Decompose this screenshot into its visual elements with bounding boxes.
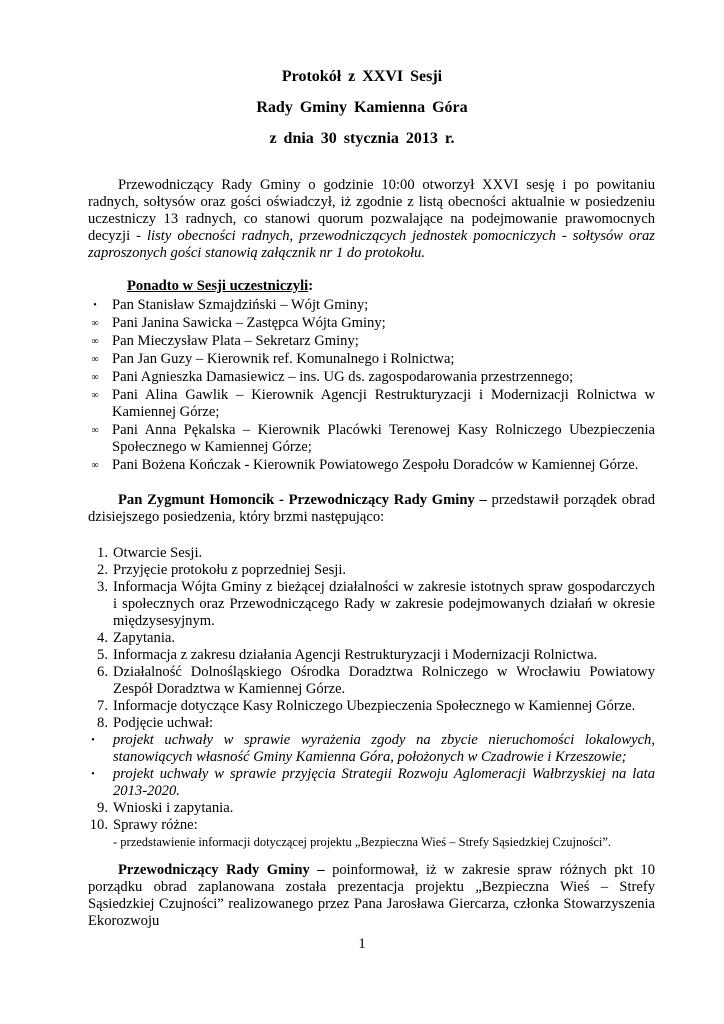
- intro-text: Przewodniczący Rady Gminy o godzinie 10:00 otworzył XXVI sesję i po powitaniu radnych, sołtysów oraz gości oświadczył, iż zgodnie z listą obecności aktualnie w posiedzeniu uczestniczy 13 radnych, co stanowi quorum pozwalające na podejmowanie prawomocnych decyzji: [88, 177, 655, 244]
- agenda-intro-speaker: Pan Zygmunt Homoncik - Przewodniczący Rady Gminy –: [118, 492, 487, 508]
- agenda-text: Informacje dotyczące Kasy Rolniczego Ubezpieczenia Społecznego w Kamiennej Górze.: [113, 698, 636, 714]
- agenda-number: 5.: [97, 647, 108, 663]
- agenda-number: 9.: [97, 800, 108, 816]
- agenda-text: Zapytania.: [113, 630, 175, 646]
- attendee-text: Pani Alina Gawlik – Kierownik Agencji Restrukturyzacji i Modernizacji Rolnictwa w Kamiennej Górze;: [112, 387, 655, 420]
- attendee-text: Pan Mieczysław Plata – Sekretarz Gminy;: [112, 333, 359, 349]
- agenda-text: Informacja z zakresu działania Agencji Restrukturyzacji i Modernizacji Rolnictwa.: [113, 647, 598, 663]
- agenda-number: 6.: [97, 664, 108, 680]
- agenda-item: [88, 545, 655, 562]
- agenda-text: Otwarcie Sesji.: [113, 545, 203, 561]
- bullet-icon: •: [91, 769, 95, 780]
- attendee-text: Pan Stanisław Szmajdziński – Wójt Gminy;: [112, 297, 369, 313]
- attendees-heading-colon: :: [308, 278, 314, 294]
- agenda-note: - przedstawienie informacji dotyczącej projektu „Bezpieczna Wieś – Strefy Sąsiedzkiej Czujności”.: [113, 835, 612, 849]
- closing-paragraph: [88, 862, 655, 930]
- attendee-text: Pani Anna Pękalska – Kierownik Placówki Terenowej Kasy Rolniczego Ubezpieczenia Społecznego w Kamiennej Górze;: [112, 422, 655, 455]
- agenda-item: [88, 698, 655, 715]
- agenda-text: Przyjęcie protokołu z poprzedniej Sesji.: [113, 562, 347, 578]
- agenda-number: 3.: [97, 579, 108, 595]
- agenda-text: Podjęcie uchwał:: [113, 715, 214, 731]
- closing-text: poinformował, iż w zakresie spraw różnych pkt 10 porządku obrad zaplanowana została prezentacja projektu „Bezpieczna Wieś – Strefy Sąsiedzkiej Czujności” realizowanego przez Pana Jarosława Giercarza, członka Stowarzyszenia Ekorozwoju: [88, 862, 655, 929]
- attendee-item: [88, 422, 655, 456]
- agenda-number: 2.: [97, 562, 108, 578]
- agenda-text: projekt uchwały w sprawie wyrażenia zgody na zbycie nieruchomości lokalowych, stanowiących własność Gminy Kamienna Góra, położonych w Czadrowie i Krzeszowie;: [113, 732, 655, 765]
- session-date: z dnia 30 stycznia 2013 r.: [269, 130, 455, 147]
- agenda-subitem: [88, 732, 655, 766]
- agenda-number: 8.: [97, 715, 108, 731]
- page-number: 1: [358, 936, 366, 952]
- agenda-text: Działalność Dolnośląskiego Ośrodka Doradztwa Rolniczego w Wrocławiu Powiatowy Zespół Doradztwa w Kamiennej Górze.: [113, 664, 655, 697]
- protocol-title: Protokół z XXVI Sesji: [281, 68, 443, 85]
- agenda-text: Informacja Wójta Gminy z bieżącej działalności w zakresie istotnych spraw gospodarczych i społecznych oraz Przewodniczącego Rady w zakresie podejmowanych działań w okresie międzysesyjnym.: [113, 579, 655, 629]
- bullet-icon: ∞: [91, 336, 99, 347]
- bullet-icon: ∞: [91, 372, 99, 383]
- attendee-item: [88, 369, 655, 386]
- attendees-heading: [127, 278, 313, 295]
- agenda-number: 10.: [89, 817, 108, 833]
- intro-italic-note: - listy obecności radnych, przewodniczących jednostek pomocniczych - sołtysów oraz zaproszonych gości stanowią załącznik nr 1 do protokołu.: [88, 228, 655, 261]
- attendee-text: Pan Jan Guzy – Kierownik ref. Komunalnego i Rolnictwa;: [112, 351, 455, 367]
- agenda-item: [88, 817, 655, 850]
- bullet-icon: •: [93, 300, 97, 311]
- agenda-item: [88, 647, 655, 664]
- attendee-text: Pani Janina Sawicka – Zastępca Wójta Gminy;: [112, 315, 386, 331]
- closing-speaker: Przewodniczący Rady Gminy –: [118, 862, 325, 878]
- agenda-item: [88, 562, 655, 579]
- agenda-item: [88, 800, 655, 817]
- attendee-text: Pani Agnieszka Damasiewicz – ins. UG ds. zagospodarowania przestrzennego;: [112, 369, 574, 385]
- bullet-icon: ∞: [91, 318, 99, 329]
- attendee-item: [88, 297, 655, 314]
- bullet-icon: ∞: [91, 460, 99, 471]
- attendees-heading-text: Ponadto w Sesji uczestniczyli: [127, 278, 309, 294]
- attendee-item: [88, 457, 655, 474]
- agenda-intro-text: przedstawił porządek obrad dzisiejszego posiedzenia, który brzmi następująco:: [88, 492, 655, 525]
- bullet-icon: ∞: [91, 425, 99, 436]
- agenda-item: [88, 630, 655, 647]
- attendee-item: [88, 315, 655, 332]
- bullet-icon: ∞: [91, 390, 99, 401]
- attendee-item: [88, 387, 655, 421]
- agenda-text: Sprawy różne:: [113, 817, 198, 833]
- agenda-item: [88, 715, 655, 732]
- agenda-text: projekt uchwały w sprawie przyjęcia Strategii Rozwoju Aglomeracji Wałbrzyskiej na lata 2013-2020.: [113, 766, 655, 799]
- agenda-intro-paragraph: [88, 492, 655, 526]
- agenda-number: 4.: [97, 630, 108, 646]
- bullet-icon: •: [91, 735, 95, 746]
- agenda-subitem: [88, 766, 655, 800]
- agenda-item: [88, 579, 655, 630]
- agenda-item: [88, 664, 655, 698]
- bullet-icon: ∞: [91, 354, 99, 365]
- agenda-number: 1.: [97, 545, 108, 561]
- attendee-item: [88, 333, 655, 350]
- council-name: Rady Gminy Kamienna Góra: [256, 99, 468, 116]
- agenda-text: Wnioski i zapytania.: [113, 800, 234, 816]
- agenda-list: [88, 545, 655, 850]
- attendees-list: [88, 297, 655, 475]
- intro-paragraph: [88, 177, 655, 262]
- attendee-item: [88, 351, 655, 368]
- agenda-number: 7.: [97, 698, 108, 714]
- attendee-text: Pani Bożena Kończak - Kierownik Powiatowego Zespołu Doradców w Kamiennej Górze.: [112, 457, 639, 473]
